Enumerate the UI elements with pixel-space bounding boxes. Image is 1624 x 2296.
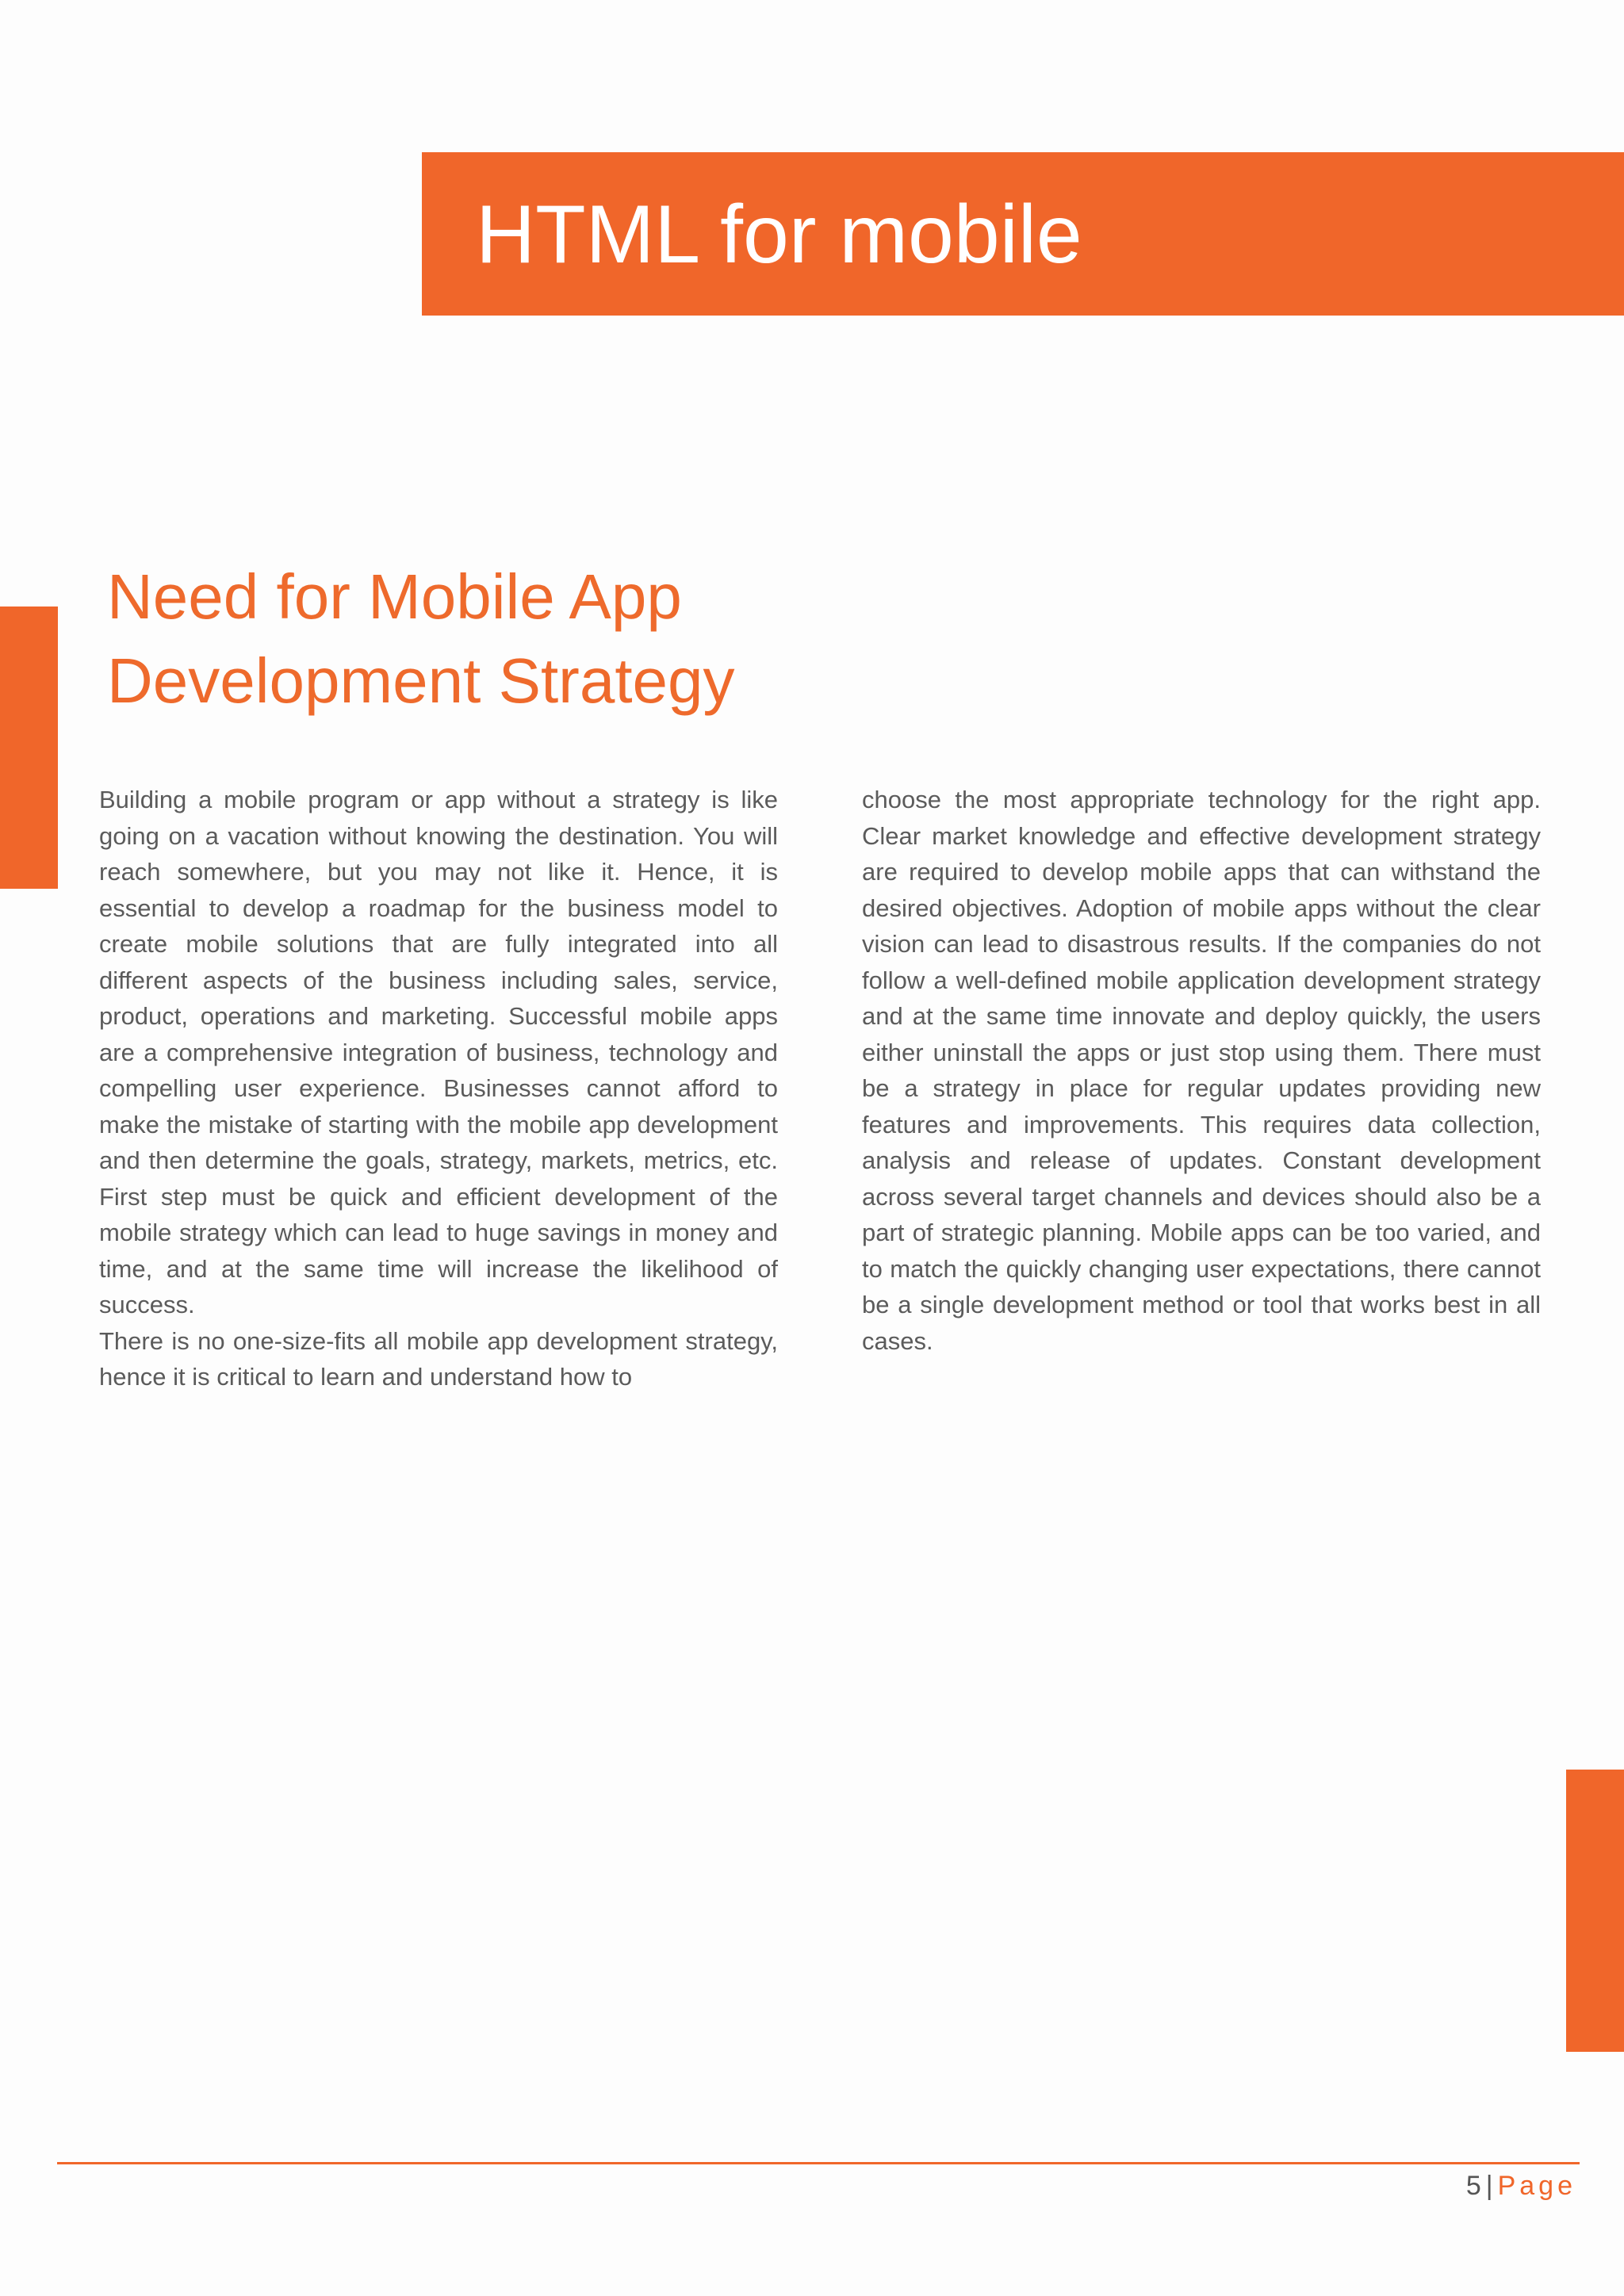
page-footer [1466, 2168, 1576, 2204]
footer-divider [57, 2162, 1580, 2164]
right-accent-bar [1566, 1770, 1624, 2052]
body-paragraph: choose the most appropriate technology for the right app. Clear market knowledge and effective development strategy are required to develop mobile apps that can withstand the desired objectives. Adoption of mobile apps without the clear vision can lead to disastrous results. If the companies do not follow a well-defined mobile application development strategy and at the same time innovate and deploy quickly, the users either uninstall the apps or just stop using them. There must be a strategy in place for regular updates providing new features and improvements. This requires data collection, analysis and release of updates. Constant development across several target channels and devices should also be a part of strategic planning. Mobile apps can be too varied, and to match the quickly changing user expectations, there cannot be a single development method or tool that works best in all cases. [862, 786, 1541, 1355]
left-text-column [99, 782, 778, 1395]
body-paragraph: Building a mobile program or app without a strategy is like going on a vacation without knowing the destination. You will reach somewhere, but you may not like it. Hence, it is essential to develop a roadmap for the business model to create mobile solutions that are fully integrated into all different aspects of the business including sales, service, product, operations and marketing. Successful mobile apps are a comprehensive integration of business, technology and compelling user experience. Businesses cannot afford to make the mistake of starting with the mobile app development and then determine the goals, strategy, markets, metrics, etc. First step must be quick and efficient development of the mobile strategy which can lead to huge savings in money and time, and at the same time will increase the likelihood of success. [99, 786, 778, 1318]
left-accent-bar [0, 607, 58, 889]
body-paragraph: There is no one-size-fits all mobile app development strategy, hence it is critical to learn and understand how to [99, 1326, 778, 1391]
page-number: 5 [1465, 2171, 1481, 2201]
document-title: HTML for mobile [476, 189, 1082, 281]
right-text-column [862, 782, 1541, 1359]
section-heading: Need for Mobile App Development Strategy [107, 561, 735, 716]
page-separator: | [1485, 2171, 1493, 2201]
page-label: Page [1497, 2171, 1576, 2201]
